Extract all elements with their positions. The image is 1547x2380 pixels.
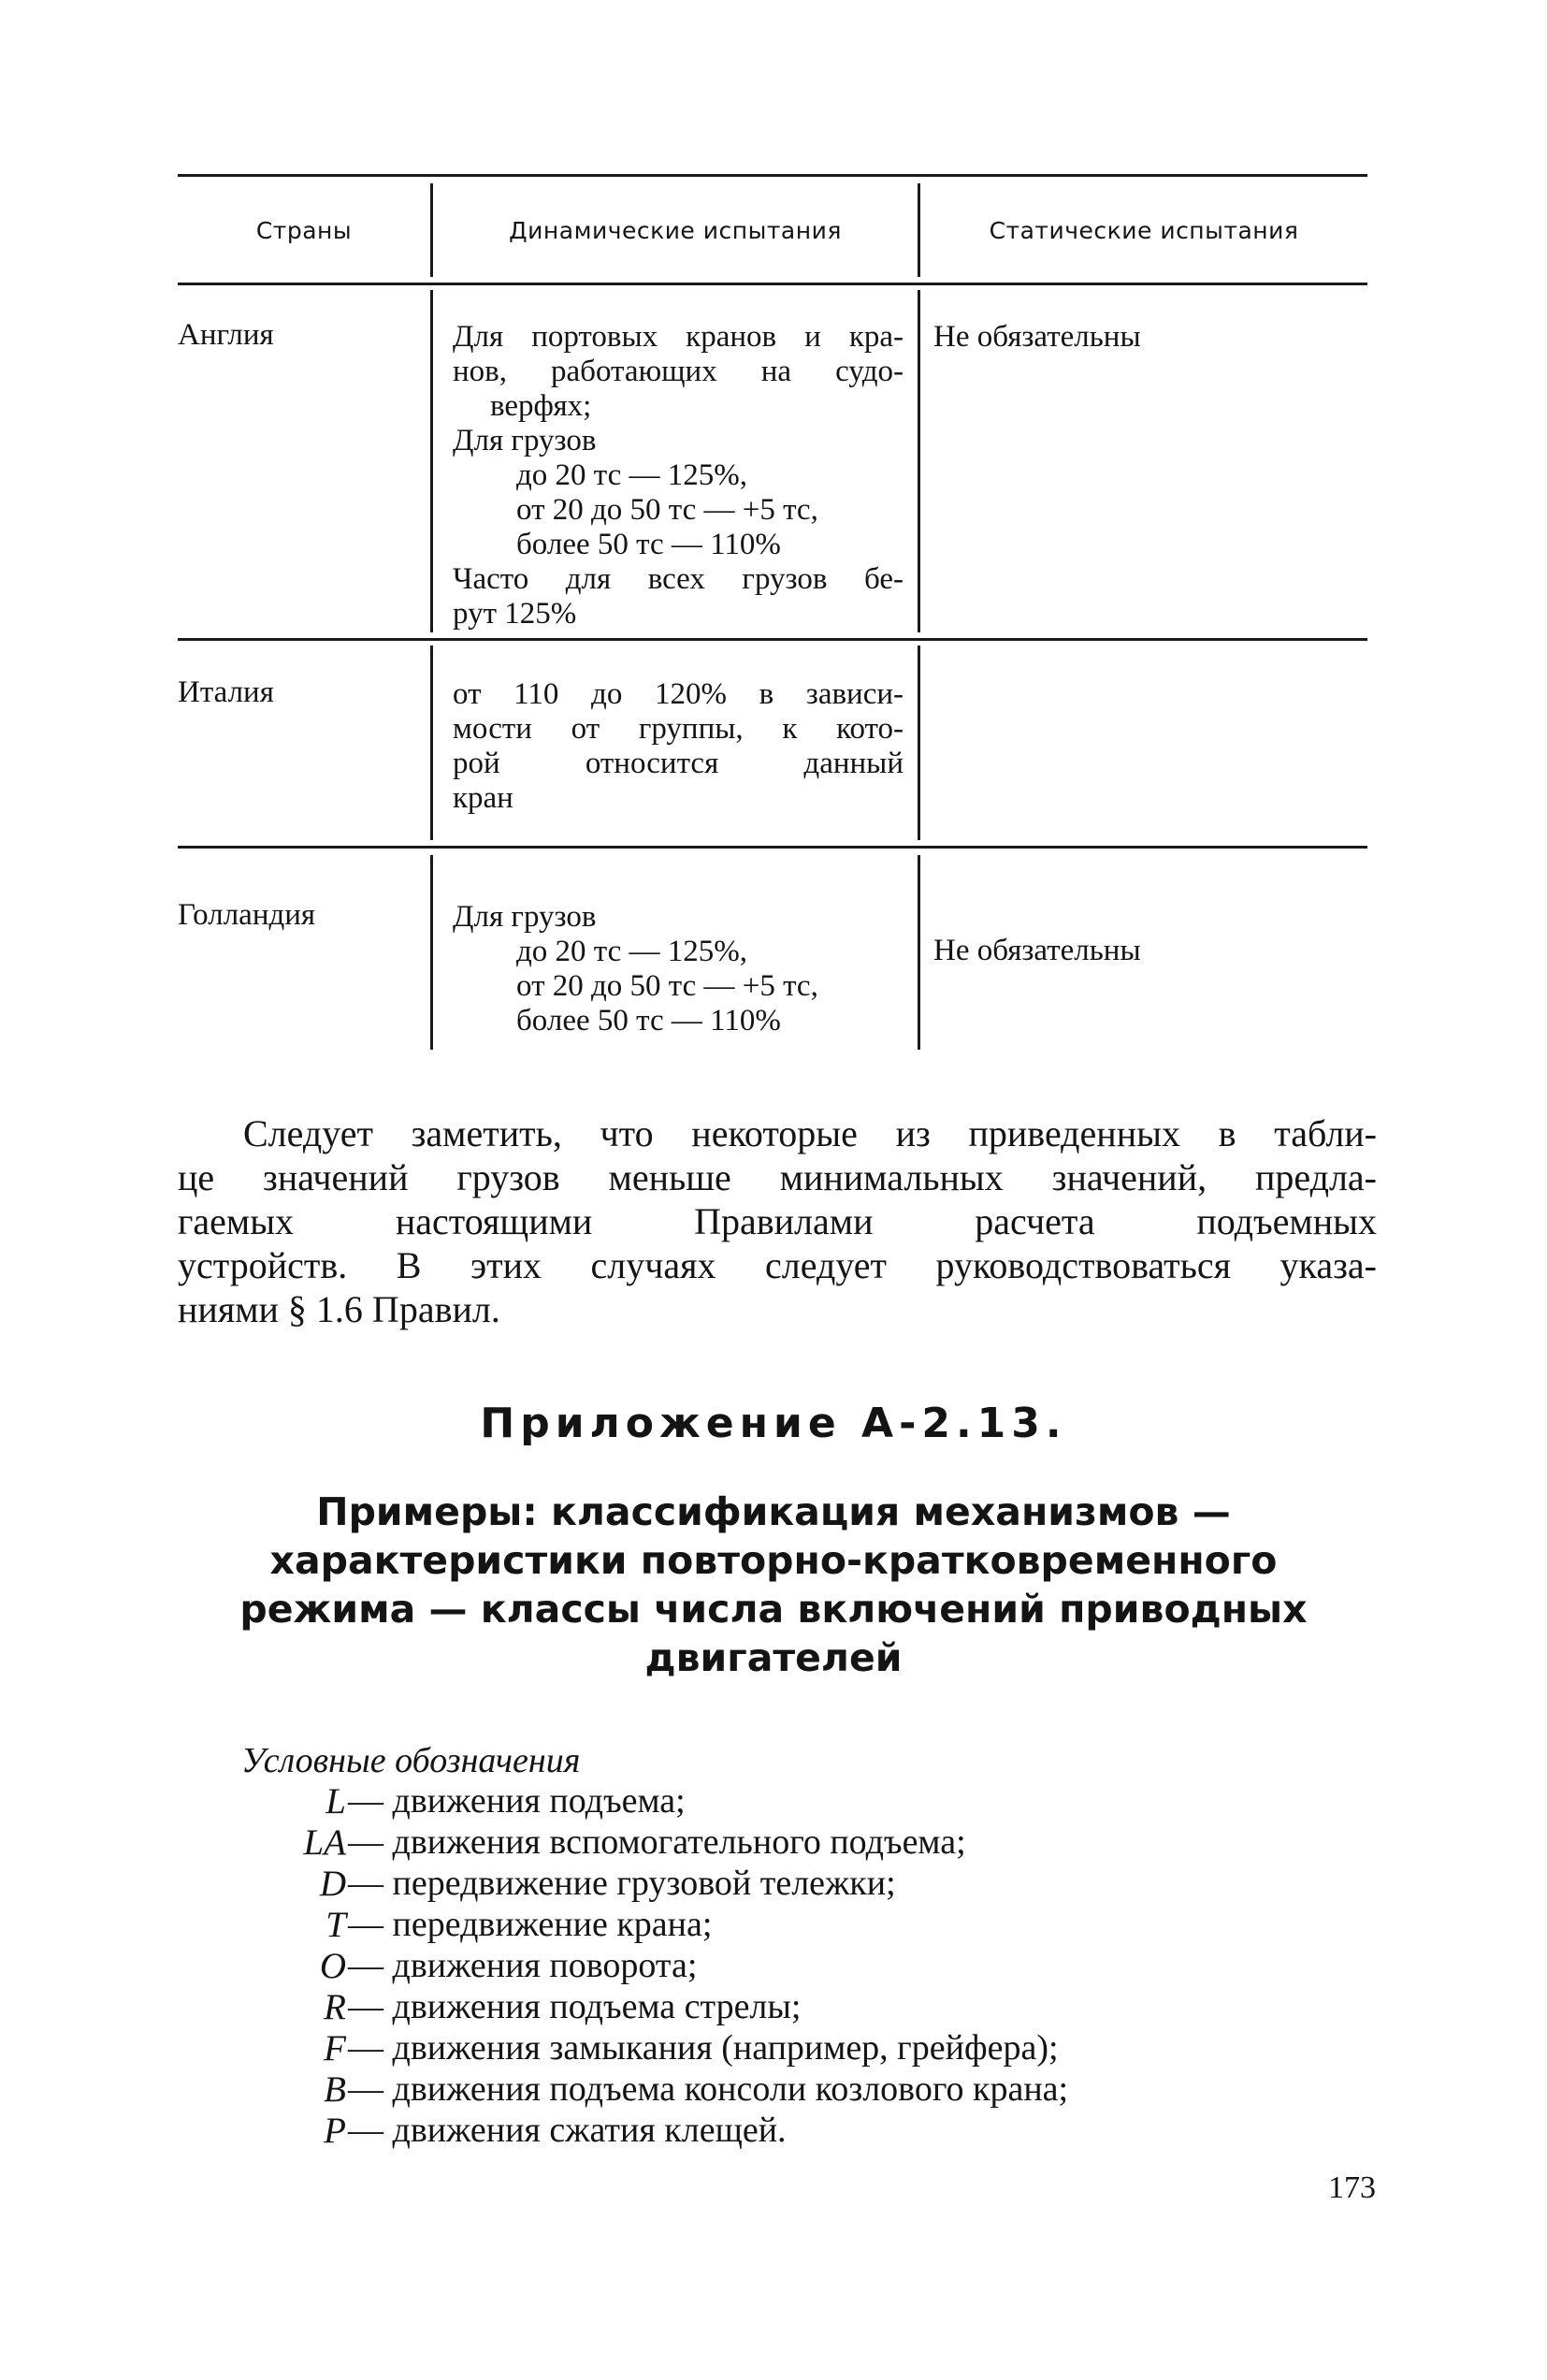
legend-text: — движения сжатия клещей. [348, 2111, 787, 2150]
paragraph-line: Следует заметить, что некоторые из приведенных в табли- [243, 1112, 1377, 1154]
row1-col-divider-2 [918, 290, 920, 632]
legend-item [0, 1863, 1403, 1904]
netherlands-static: Не обязательны [933, 934, 1141, 967]
legend-symbol: F [324, 2028, 346, 2068]
row-divider-2 [178, 846, 1367, 849]
dynamic-line: рой относится данный [453, 747, 904, 780]
legend-symbol: R [324, 1987, 346, 2027]
dynamic-line: до 20 тс — 125%, [516, 935, 748, 968]
legend-text: — передвижение грузовой тележки; [348, 1864, 896, 1903]
title-line: Примеры: классификация механизмов — [316, 1489, 1231, 1534]
header-countries: Страны [255, 217, 353, 244]
dynamic-line: Для портовых кранов и кра- [453, 320, 904, 354]
paragraph-line: ниями § 1.6 Правил. [178, 1288, 500, 1330]
title-line: режима — классы числа включений приводных [239, 1587, 1308, 1632]
table-top-rule [178, 174, 1367, 177]
legend-heading: Условные обозначения [241, 1741, 581, 1780]
table-header-rule [178, 283, 1367, 285]
legend-symbol: P [324, 2111, 346, 2151]
dynamic-line: рут 125% [453, 597, 577, 631]
dynamic-line: более 50 тс — 110% [516, 528, 781, 561]
appendix-heading: Приложение А-2.13. [480, 1400, 1067, 1447]
dynamic-line: более 50 тс — 110% [516, 1004, 781, 1038]
row1-col-divider-1 [430, 290, 433, 632]
section-title [168, 1488, 1379, 1682]
country-italy: Италия [178, 675, 274, 709]
country-netherlands: Голландия [178, 898, 316, 932]
row3-col-divider-2 [918, 855, 920, 1050]
dynamic-line: от 110 до 120% в зависи- [453, 677, 904, 711]
legend-item [0, 2068, 1403, 2110]
row3-col-divider-1 [430, 855, 433, 1050]
row2-col-divider-2 [918, 646, 920, 840]
dynamic-line: мости от группы, к кото- [453, 712, 904, 746]
netherlands-dynamic [453, 900, 904, 1038]
legend-item [0, 1986, 1403, 2027]
legend-text: — движения поворота; [348, 1946, 698, 1985]
legend-symbol: T [325, 1905, 346, 1945]
note-paragraph [178, 1111, 1377, 1331]
dynamic-line: кран [453, 781, 513, 815]
row-divider-1 [178, 638, 1367, 641]
dynamic-line: Для грузов [453, 424, 597, 457]
dynamic-line: нов, работающих на судо- [453, 355, 904, 388]
legend-text: — движения вспомогательного подъема; [348, 1822, 966, 1862]
dynamic-line: верфях; [490, 389, 592, 423]
legend-text: — передвижение крана; [348, 1905, 713, 1944]
header-static-tests: Статические испытания [989, 217, 1299, 244]
legend-text: — движения подъема консоли козлового крана; [348, 2069, 1069, 2109]
legend-item [0, 1780, 1403, 1821]
page-number: 173 [1328, 2170, 1376, 2205]
legend-item [0, 1904, 1403, 1945]
england-dynamic [453, 320, 904, 631]
title-line: двигателей [644, 1635, 903, 1680]
legend-symbol: L [325, 1781, 346, 1821]
dynamic-line: от 20 до 50 тс — +5 тс, [516, 493, 818, 527]
legend-text: — движения замыкания (например, грейфера); [348, 2028, 1059, 2068]
legend-text: — движения подъема; [348, 1781, 686, 1821]
dynamic-line: Для грузов [453, 900, 597, 934]
row2-col-divider-1 [430, 646, 433, 840]
italy-dynamic [453, 677, 904, 816]
england-static: Не обязательны [933, 320, 1141, 354]
paragraph-line: це значений грузов меньше минимальных значений, предла- [178, 1156, 1377, 1198]
title-line: характеристики повторно-кратковременного [269, 1538, 1278, 1583]
legend-item [0, 2110, 1403, 2151]
legend-item [0, 1945, 1403, 1986]
header-dynamic-tests: Динамические испытания [509, 217, 842, 244]
legend-item [0, 2027, 1403, 2068]
legend-item [0, 1821, 1403, 1863]
paragraph-line: устройств. В этих случаях следует руководствоваться указа- [178, 1244, 1377, 1286]
legend-symbol: LA [303, 1822, 346, 1863]
legend-symbol: O [319, 1946, 346, 1986]
dynamic-line: Часто для всех грузов бе- [453, 562, 904, 596]
legend-symbol: D [319, 1864, 346, 1904]
paragraph-line: гаемых настоящими Правилами расчета подъемных [178, 1200, 1377, 1242]
legend-symbol: B [324, 2069, 346, 2110]
country-england: Англия [178, 318, 274, 352]
dynamic-line: до 20 тс — 125%, [516, 458, 748, 492]
legend-text: — движения подъема стрелы; [348, 1987, 802, 2026]
dynamic-line: от 20 до 50 тс — +5 тс, [516, 969, 818, 1003]
